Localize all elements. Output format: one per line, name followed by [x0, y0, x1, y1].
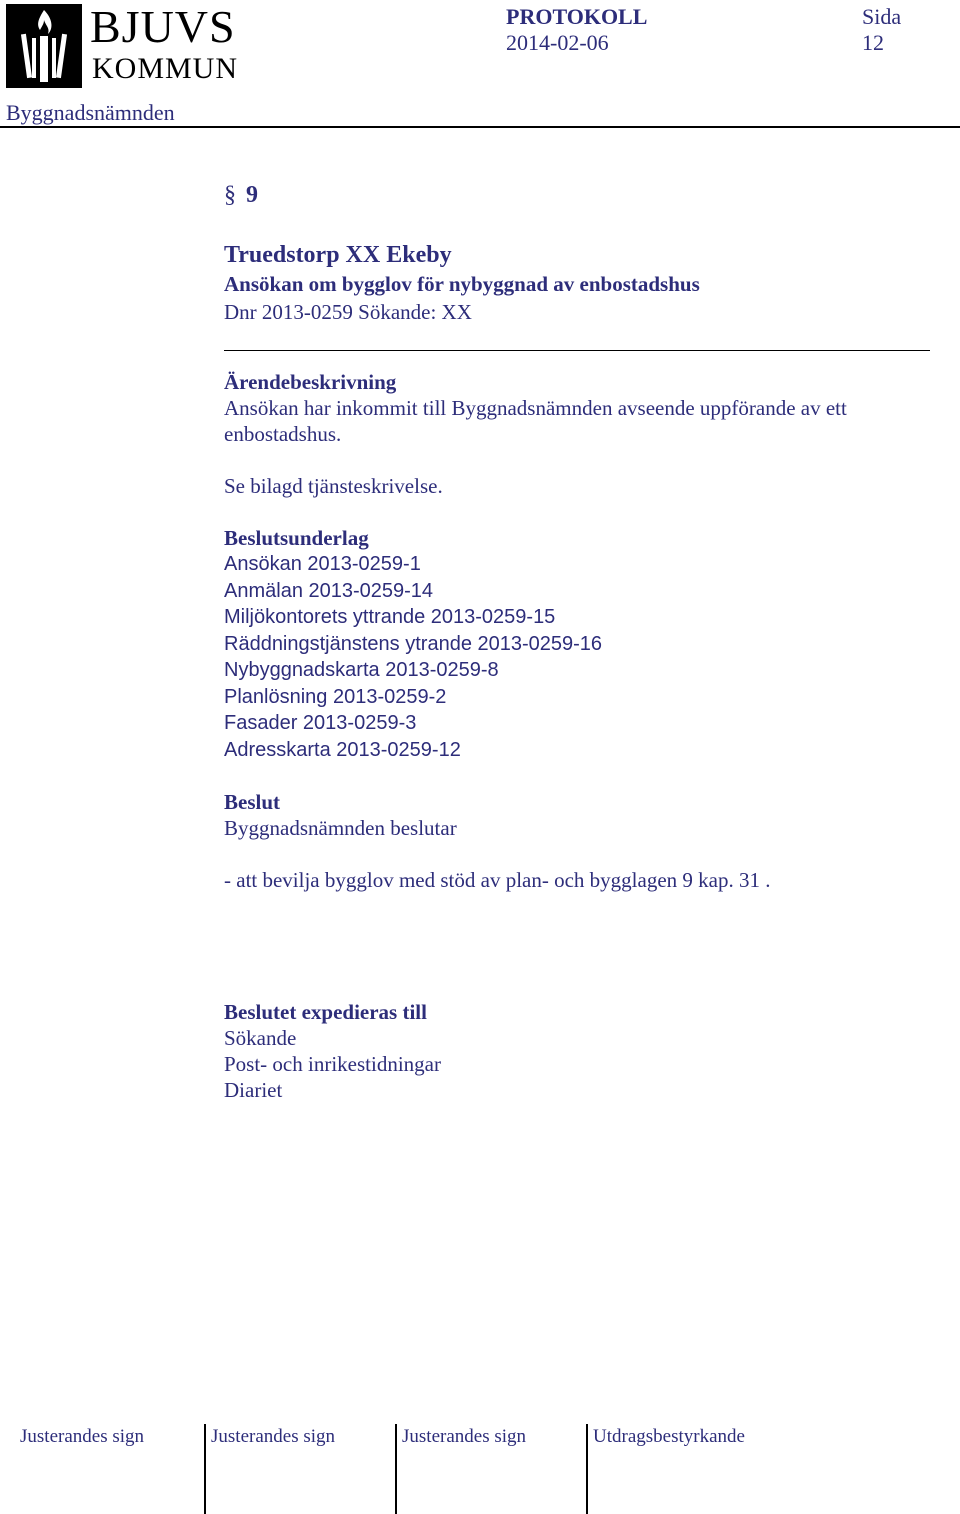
list-item: Räddningstjänstens ytrande 2013-0259-16: [224, 632, 603, 655]
beslut-text: Byggnadsnämnden beslutar: [224, 816, 457, 840]
department-name: Byggnadsnämnden: [6, 100, 175, 125]
list-item: Adresskarta 2013-0259-12: [224, 738, 461, 761]
page-label: Sida: [862, 4, 902, 29]
arende-heading: Ärendebeskrivning: [224, 370, 397, 394]
signature-divider: [395, 1424, 397, 1514]
header-divider: [0, 126, 960, 128]
section-divider: [224, 350, 930, 351]
list-item: Planlösning 2013-0259-2: [224, 685, 447, 708]
arende-text-line: Ansökan har inkommit till Byggnadsnämnden avseende uppförande av ett: [224, 396, 847, 420]
list-item: Nybyggnadskarta 2013-0259-8: [224, 659, 499, 681]
arende-text-line: enbostadshus.: [224, 422, 342, 446]
dnr-line: Dnr 2013-0259 Sökande: XX: [224, 300, 472, 324]
list-item: Sökande: [224, 1026, 297, 1050]
case-title: Truedstorp XX Ekeby: [224, 242, 452, 268]
beslut-decision: - att bevilja bygglov med stöd av plan- och bygglagen 9 kap. 31 .: [224, 868, 771, 892]
section-number-value: 9: [246, 182, 258, 208]
logo-title: BJUVS: [90, 1, 236, 52]
document-date: 2014-02-06: [506, 30, 609, 55]
signature-label: Justerandes sign: [211, 1426, 336, 1447]
section-number: [224, 180, 944, 210]
torch-emblem-icon: [6, 4, 82, 88]
list-item: Post- och inrikestidningar: [224, 1052, 441, 1076]
document-type: PROTOKOLL: [506, 4, 648, 29]
signature-label: Justerandes sign: [402, 1426, 527, 1447]
underlag-list: [224, 551, 944, 763]
list-item: Fasader 2013-0259-3: [224, 712, 417, 734]
signature-footer: [0, 1422, 960, 1514]
page-number: 12: [862, 30, 884, 55]
bjuvs-kommun-logo: [6, 1, 256, 88]
signature-divider: [204, 1424, 206, 1514]
expedieras-heading: Beslutet expedieras till: [224, 1000, 427, 1024]
list-item: Miljökontorets yttrande 2013-0259-15: [224, 606, 556, 628]
signature-divider: [586, 1424, 588, 1514]
list-item: Diariet: [224, 1078, 283, 1102]
arende-attachment-note: Se bilagd tjänsteskrivelse.: [224, 474, 443, 498]
logo-subtitle: KOMMUN: [92, 52, 239, 85]
underlag-heading: Beslutsunderlag: [224, 526, 369, 550]
signature-label: Utdragsbestyrkande: [593, 1426, 745, 1447]
list-item: Anmälan 2013-0259-14: [224, 579, 434, 602]
beslut-heading: Beslut: [224, 790, 281, 814]
document-body: [224, 180, 944, 1103]
list-item: Ansökan 2013-0259-1: [224, 553, 421, 575]
case-subtitle: Ansökan om bygglov för nybyggnad av enbostadshus: [224, 272, 700, 296]
paragraph-sign: §: [224, 182, 236, 208]
signature-label: Justerandes sign: [20, 1426, 145, 1447]
